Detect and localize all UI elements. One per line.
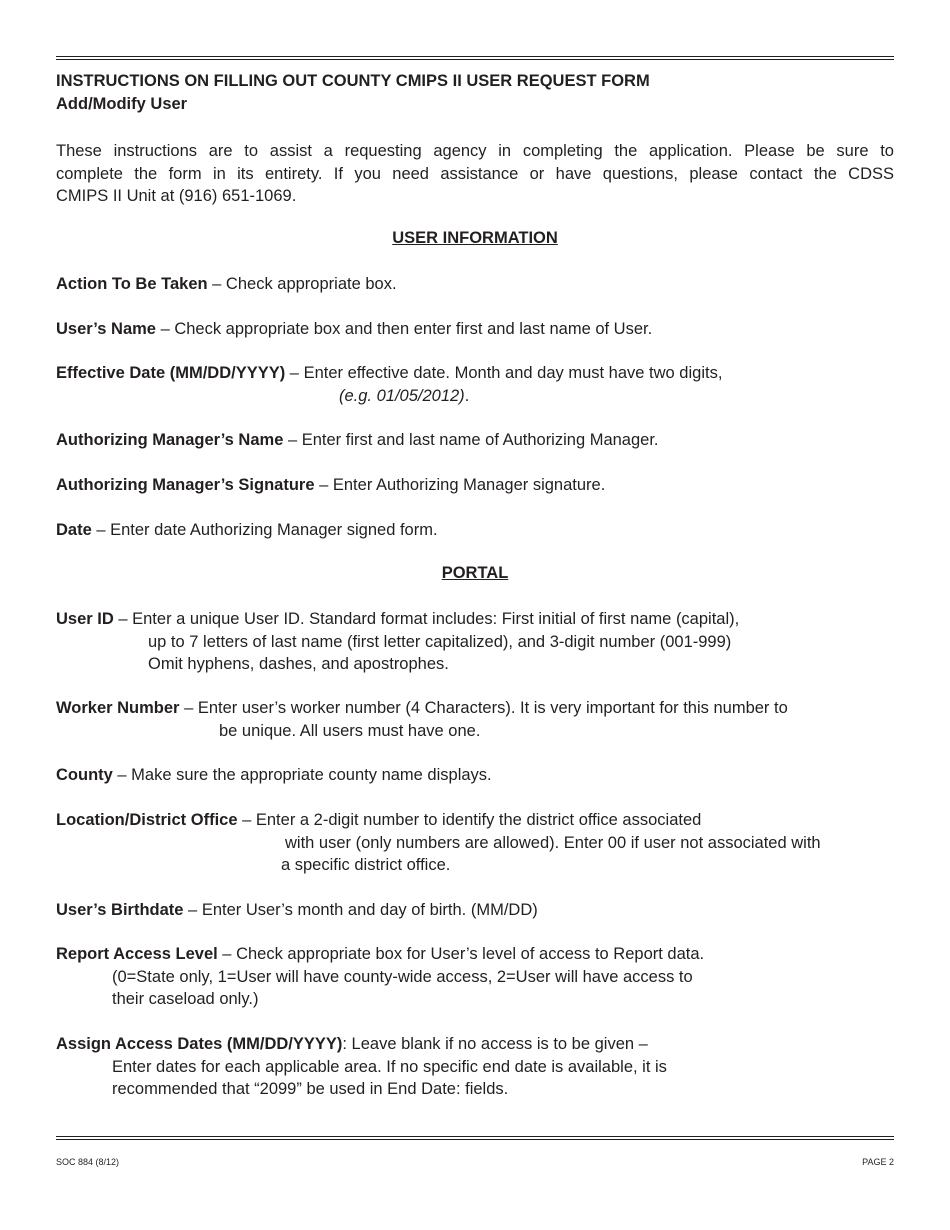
field-birthdate <box>56 899 901 922</box>
field-label: Action To Be Taken <box>56 275 208 293</box>
field-text: – Check appropriate box and then enter first and last name of User. <box>155 320 653 338</box>
field-text: : Leave blank if no access is to be given – <box>342 1035 648 1053</box>
field-label: Assign Access Dates (MM/DD/YYYY) <box>56 1035 343 1053</box>
field-example: (e.g. 01/05/2012) <box>339 386 465 405</box>
field-county <box>56 764 901 787</box>
field-access-dates <box>56 1033 901 1101</box>
document-subtitle: Add/Modify User <box>56 95 188 113</box>
field-location <box>56 809 901 877</box>
field-report-access <box>56 943 901 1011</box>
field-manager-name <box>56 429 901 452</box>
form-number: SOC 884 (8/12) <box>56 1157 120 1167</box>
field-label: Worker Number <box>56 699 180 717</box>
field-text-line: Omit hyphens, dashes, and apostrophes. <box>148 655 449 673</box>
top-rule <box>56 56 894 60</box>
intro-line: These instructions are to assist a requesting agency in completing the application. Please be sure to <box>56 142 894 160</box>
field-label: User’s Name <box>56 320 156 338</box>
field-text: – Enter user’s worker number (4 Characters). It is very important for this number to <box>179 699 788 717</box>
field-text: – Enter Authorizing Manager signature. <box>314 476 606 494</box>
field-user-id <box>56 608 901 676</box>
field-text-line: Enter dates for each applicable area. If no specific end date is available, it is <box>112 1057 667 1076</box>
field-text-line: be unique. All users must have one. <box>219 721 481 740</box>
field-text: – Check appropriate box for User’s level of access to Report data. <box>217 945 705 963</box>
field-label: Effective Date (MM/DD/YYYY) <box>56 364 286 382</box>
field-label: Authorizing Manager’s Signature <box>56 476 315 494</box>
field-label: County <box>56 766 113 784</box>
field-text: – Check appropriate box. <box>207 275 397 293</box>
field-users-name <box>56 318 901 341</box>
section-title-portal: PORTAL <box>441 564 509 582</box>
field-effective-date <box>56 362 901 407</box>
field-text-line: with user (only numbers are allowed). Enter 00 if user not associated with <box>285 833 821 852</box>
field-text-line: a specific district office. <box>281 856 451 874</box>
field-text-line: recommended that “2099” be used in End Date: fields. <box>112 1080 509 1098</box>
field-text-line: their caseload only.) <box>112 990 259 1008</box>
field-worker-number <box>56 697 901 742</box>
field-text: – Enter a unique User ID. Standard format includes: First initial of first name (capital), <box>113 610 740 628</box>
field-example-end: . <box>464 386 470 405</box>
intro-line: complete the form in its entirety. If you need assistance or have questions, please contact the CDSS <box>56 164 894 183</box>
field-date <box>56 519 901 542</box>
field-text: – Enter first and last name of Authorizing Manager. <box>283 431 659 449</box>
page-number: PAGE 2 <box>862 1157 894 1167</box>
field-text-line: up to 7 letters of last name (first letter capitalized), and 3-digit number (001-999) <box>148 632 732 651</box>
field-label: Location/District Office <box>56 811 238 829</box>
field-label: Authorizing Manager’s Name <box>56 431 284 449</box>
intro-paragraph <box>56 140 894 208</box>
field-text: – Enter a 2-digit number to identify the district office associated <box>237 811 702 829</box>
field-action <box>56 273 901 296</box>
intro-line: CMIPS II Unit at (916) 651-1069. <box>56 187 297 205</box>
bottom-rule <box>56 1136 894 1140</box>
section-title-user-information: USER INFORMATION <box>392 229 558 247</box>
field-label: User ID <box>56 610 114 628</box>
field-text: – Enter effective date. Month and day must have two digits, <box>285 364 723 382</box>
field-text: – Enter User’s month and day of birth. (MM/DD) <box>183 901 538 919</box>
field-label: User’s Birthdate <box>56 901 184 919</box>
field-label: Report Access Level <box>56 945 218 963</box>
field-text: – Make sure the appropriate county name displays. <box>112 766 492 784</box>
field-text: – Enter date Authorizing Manager signed form. <box>91 521 438 539</box>
document-title: INSTRUCTIONS ON FILLING OUT COUNTY CMIPS II USER REQUEST FORM <box>56 72 650 90</box>
field-manager-signature <box>56 474 901 497</box>
field-label: Date <box>56 521 92 539</box>
field-text-line: (0=State only, 1=User will have county-wide access, 2=User will have access to <box>112 967 693 986</box>
